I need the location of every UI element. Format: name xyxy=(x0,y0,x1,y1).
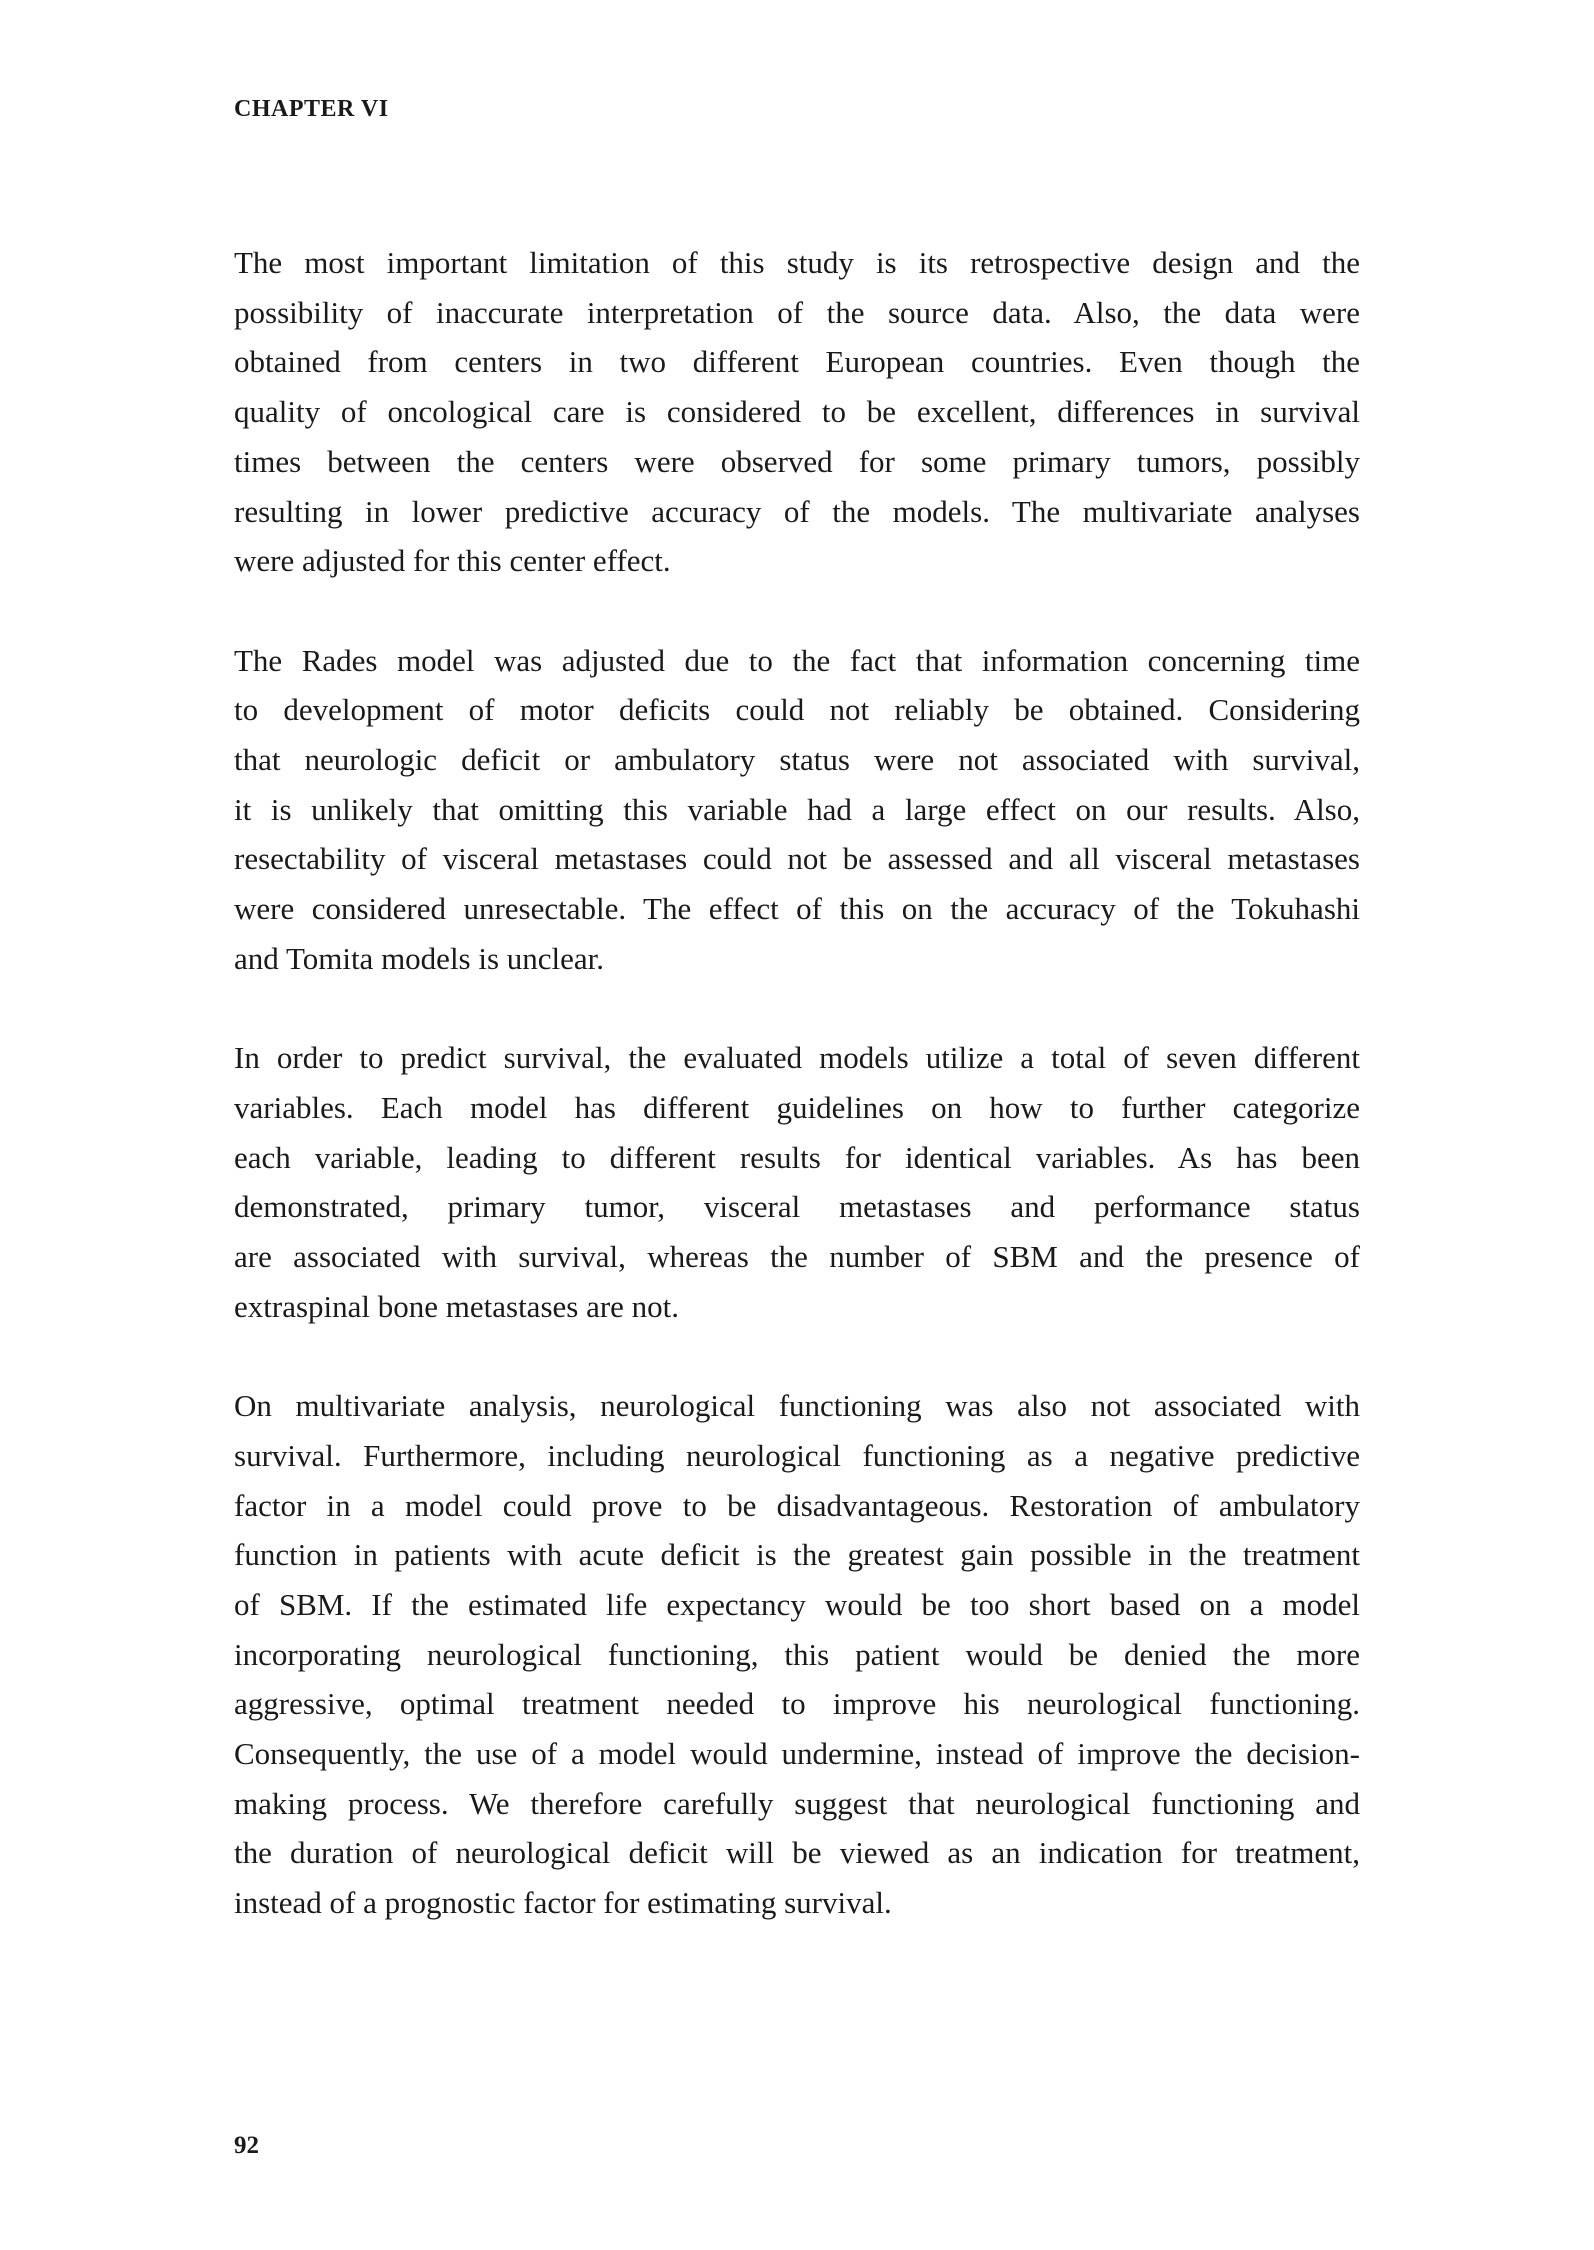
chapter-header: CHAPTER VI xyxy=(234,96,389,122)
text-line: On multivariate analysis, neurological functioning was also not associated with xyxy=(234,1388,1360,1424)
text-line: it is unlikely that omitting this variable had a large effect on our results. Also, xyxy=(234,791,1360,827)
text-line: Consequently, the use of a model would undermine, instead of improve the decision- xyxy=(234,1736,1360,1772)
text-line: extraspinal bone metastases are not. xyxy=(234,1288,680,1324)
text-line: factor in a model could prove to be disadvantageous. Restoration of ambulatory xyxy=(234,1487,1360,1523)
paragraph xyxy=(234,1033,1360,1331)
text-line: obtained from centers in two different European countries. Even though the xyxy=(234,344,1360,380)
text-line: survival. Furthermore, including neurological functioning as a negative predictive xyxy=(234,1437,1360,1473)
text-line: variables. Each model has different guidelines on how to further categorize xyxy=(234,1089,1360,1125)
text-line: aggressive, optimal treatment needed to improve his neurological functioning. xyxy=(234,1686,1360,1722)
text-line: demonstrated, primary tumor, visceral metastases and performance status xyxy=(234,1189,1360,1225)
text-line: In order to predict survival, the evaluated models utilize a total of seven different xyxy=(234,1040,1360,1076)
text-line: are associated with survival, whereas the number of SBM and the presence of xyxy=(234,1239,1360,1275)
text-line: possibility of inaccurate interpretation of the source data. Also, the data were xyxy=(234,294,1360,330)
text-line: of SBM. If the estimated life expectancy would be too short based on a model xyxy=(234,1586,1360,1622)
text-line: that neurologic deficit or ambulatory status were not associated with survival, xyxy=(234,742,1360,778)
text-line: the duration of neurological deficit will be viewed as an indication for treatment, xyxy=(234,1835,1360,1871)
text-line: quality of oncological care is considered to be excellent, differences in survival xyxy=(234,394,1360,430)
text-line: making process. We therefore carefully suggest that neurological functioning and xyxy=(234,1785,1360,1821)
text-line: times between the centers were observed for some primary tumors, possibly xyxy=(234,443,1360,479)
paragraph xyxy=(234,1381,1360,1928)
body-text xyxy=(234,238,1360,1978)
page-number: 92 xyxy=(234,2132,259,2159)
text-line: The Rades model was adjusted due to the fact that information concerning time xyxy=(234,642,1360,678)
text-line: each variable, leading to different results for identical variables. As has been xyxy=(234,1139,1360,1175)
text-line: were considered unresectable. The effect of this on the accuracy of the Tokuhashi xyxy=(234,891,1360,927)
text-line: incorporating neurological functioning, this patient would be denied the more xyxy=(234,1636,1360,1672)
paragraph xyxy=(234,238,1360,586)
text-line: The most important limitation of this study is its retrospective design and the xyxy=(234,245,1360,280)
text-line: to development of motor deficits could not reliably be obtained. Considering xyxy=(234,692,1360,728)
text-line: were adjusted for this center effect. xyxy=(234,543,671,579)
text-line: function in patients with acute deficit is the greatest gain possible in the treatment xyxy=(234,1537,1360,1573)
text-line: resulting in lower predictive accuracy of the models. The multivariate analyses xyxy=(234,493,1360,529)
text-line: and Tomita models is unclear. xyxy=(234,940,605,976)
text-line: instead of a prognostic factor for estimating survival. xyxy=(234,1885,892,1921)
text-line: resectability of visceral metastases could not be assessed and all visceral metastases xyxy=(234,841,1360,877)
paragraph xyxy=(234,636,1360,984)
